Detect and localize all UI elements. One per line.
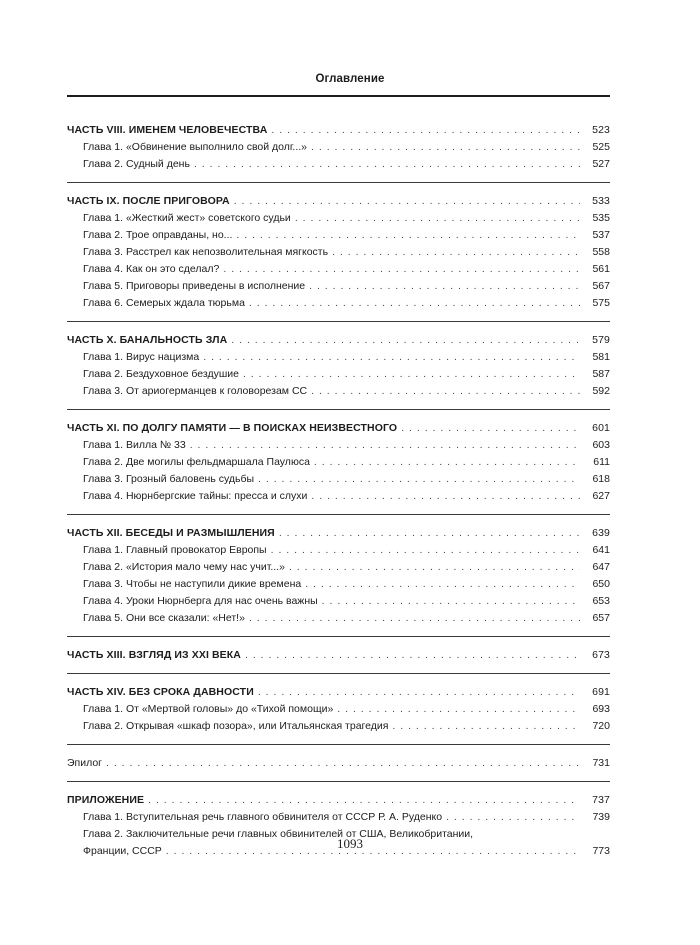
toc-chapter[interactable] [67,156,610,173]
dot-leader [236,227,580,244]
toc-section-appendix [67,792,610,869]
toc-chapter[interactable] [67,227,610,244]
toc-chapter-title: Глава 4. Уроки Нюрнберга для нас очень важны [83,595,318,607]
toc-chapter[interactable] [67,488,610,505]
dot-leader [295,210,580,227]
dot-leader [311,488,580,505]
toc-chapter[interactable] [67,559,610,576]
toc-part[interactable] [67,122,610,139]
toc-part-title: ЧАСТЬ XIII. ВЗГЛЯД ИЗ XXI ВЕКА [67,649,241,661]
toc-page-number: 603 [592,439,610,451]
dot-leader [234,193,580,210]
toc-page-number: 673 [592,649,610,661]
toc-part-title: ЧАСТЬ IX. ПОСЛЕ ПРИГОВОРА [67,195,230,207]
toc-page-number: 720 [592,720,610,732]
toc-page-number: 533 [592,195,610,207]
toc-chapter[interactable] [67,809,610,826]
toc-page-number: 647 [592,561,610,573]
dot-leader [249,610,580,627]
dot-leader [194,156,580,173]
dot-leader [106,755,580,772]
toc-epilogue[interactable] [67,755,610,772]
dot-leader [289,559,580,576]
toc-chapter[interactable] [67,295,610,312]
toc-page-number: 558 [592,246,610,258]
page-title: Оглавление [315,73,385,85]
toc-chapter-title: Глава 1. Вилла № 33 [83,439,186,451]
toc-chapter-title: Глава 3. Расстрел как непозволительная мягкость [83,246,329,258]
toc-chapter-title: Глава 5. Они все сказали: «Нет!» [83,612,245,624]
dot-leader [258,471,580,488]
toc-chapter-title: Глава 3. От ариогерманцев к головорезам СС [83,385,308,397]
toc-part[interactable] [67,647,610,664]
dot-leader [311,139,580,156]
toc-chapter[interactable] [67,210,610,227]
toc-part-title: ЧАСТЬ XIV. БЕЗ СРОКА ДАВНОСТИ [67,686,254,698]
toc-chapter-title: Глава 1. Главный провокатор Европы [83,544,267,556]
toc-chapter-title: Глава 2. Бездуховное бездушие [83,368,239,380]
toc-part-title: ЧАСТЬ X. БАНАЛЬНОСТЬ ЗЛА [67,334,228,346]
dot-leader [245,647,580,664]
toc-page-number: 731 [592,757,610,769]
toc-page-number: 567 [592,280,610,292]
toc-page-number: 523 [592,124,610,136]
toc-section-part-9 [67,193,610,322]
toc-page-number: 527 [592,158,610,170]
toc-chapter-title-line-2: Франции, СССР [83,845,162,857]
toc-chapter-title: Глава 2. «История мало чему нас учит...» [83,561,285,573]
toc-page-number: 581 [592,351,610,363]
toc-chapter[interactable] [67,261,610,278]
table-of-contents [67,122,610,879]
toc-page-number: 691 [592,686,610,698]
toc-chapter[interactable] [67,576,610,593]
toc-section-part-14 [67,684,610,745]
toc-section-part-13 [67,647,610,674]
toc-page-number: 601 [592,422,610,434]
toc-section-part-12 [67,525,610,637]
toc-chapter-title: Глава 6. Семерых ждала тюрьма [83,297,245,309]
toc-page-number: 561 [592,263,610,275]
toc-chapter-title: Глава 2. Открывая «шкаф позора», или Итальянская трагедия [83,720,389,732]
toc-part[interactable] [67,332,610,349]
dot-leader [337,701,580,718]
toc-chapter[interactable] [67,383,610,400]
dot-leader [332,244,580,261]
toc-chapter-title: Глава 1. «Обвинение выполнило свой долг...» [83,141,308,153]
toc-chapter[interactable] [67,471,610,488]
toc-chapter[interactable] [67,454,610,471]
dot-leader [279,525,580,542]
dot-leader [392,718,580,735]
toc-chapter[interactable] [67,718,610,735]
toc-chapter-title: Глава 2. Две могилы фельдмаршала Паулюса [83,456,310,468]
dot-leader [314,454,580,471]
dot-leader [271,542,580,559]
toc-chapter[interactable] [67,610,610,627]
toc-page-number: 653 [592,595,610,607]
toc-chapter[interactable] [67,593,610,610]
toc-chapter-title: Глава 2. Судный день [83,158,190,170]
toc-page-number: 537 [592,229,610,241]
toc-chapter-title: Глава 3. Грозный баловень судьбы [83,473,255,485]
title-rule [67,95,610,97]
toc-section-epilogue [67,755,610,782]
toc-page-number: 592 [592,385,610,397]
toc-chapter-title: Глава 1. «Жесткий жест» советского судьи [83,212,291,224]
toc-page-number: 773 [592,845,610,857]
toc-page-number: 650 [592,578,610,590]
toc-appendix[interactable] [67,792,610,809]
toc-epilogue-title: Эпилог [67,757,103,769]
toc-chapter-title-line-1[interactable]: Глава 2. Заключительные речи главных обвинителей от США, Великобритании, [83,828,474,840]
dot-leader [249,295,580,312]
dot-leader [231,332,580,349]
toc-chapter[interactable] [67,542,610,559]
page-number: 1093 [337,836,363,851]
toc-page-number: 618 [592,473,610,485]
toc-page-number: 693 [592,703,610,715]
toc-part-title: ЧАСТЬ VIII. ИМЕНЕМ ЧЕЛОВЕЧЕСТВА [67,124,268,136]
toc-page-number: 737 [592,794,610,806]
toc-chapter-title: Глава 4. Как он это сделал? [83,263,220,275]
toc-part[interactable] [67,525,610,542]
toc-chapter-title: Глава 1. Вступительная речь главного обвинителя от СССР Р. А. Руденко [83,811,443,823]
toc-chapter-title: Глава 5. Приговоры приведены в исполнение [83,280,306,292]
toc-chapter[interactable] [67,139,610,156]
dot-leader [148,792,580,809]
toc-part-title: ЧАСТЬ XI. ПО ДОЛГУ ПАМЯТИ — В ПОИСКАХ НЕИЗВЕСТНОГО [67,422,398,434]
toc-page-number: 739 [592,811,610,823]
toc-appendix-title: ПРИЛОЖЕНИЕ [67,794,145,806]
toc-chapter-title: Глава 2. Трое оправданы, но... [83,229,233,241]
toc-section-part-11 [67,420,610,515]
toc-page-number: 525 [592,141,610,153]
toc-page-number: 641 [592,544,610,556]
toc-page-number: 535 [592,212,610,224]
toc-chapter[interactable] [67,701,610,718]
dot-leader [271,122,580,139]
toc-chapter[interactable] [67,366,610,383]
toc-chapter[interactable] [67,437,610,454]
toc-chapter-title: Глава 1. Вирус нацизма [83,351,200,363]
toc-chapter[interactable] [67,349,610,366]
dot-leader [190,437,580,454]
dot-leader [305,576,580,593]
dot-leader [243,366,580,383]
dot-leader [446,809,580,826]
dot-leader [203,349,580,366]
dot-leader [401,420,580,437]
toc-page-number: 657 [592,612,610,624]
toc-chapter[interactable] [67,278,610,295]
toc-page-number: 579 [592,334,610,346]
dot-leader [223,261,580,278]
toc-chapter[interactable] [67,244,610,261]
toc-part-title: ЧАСТЬ XII. БЕСЕДЫ И РАЗМЫШЛЕНИЯ [67,527,275,539]
dot-leader [322,593,580,610]
toc-part[interactable] [67,193,610,210]
toc-page-number: 587 [592,368,610,380]
dot-leader [309,278,580,295]
toc-chapter-title: Глава 3. Чтобы не наступили дикие времена [83,578,302,590]
toc-section-part-8 [67,122,610,183]
toc-part[interactable] [67,684,610,701]
toc-chapter-title: Глава 4. Нюрнбергские тайны: пресса и слухи [83,490,308,502]
toc-page-number: 639 [592,527,610,539]
toc-page-number: 575 [592,297,610,309]
toc-page-number: 627 [592,490,610,502]
toc-part[interactable] [67,420,610,437]
toc-section-part-10 [67,332,610,410]
toc-chapter-title: Глава 1. От «Мертвой головы» до «Тихой помощи» [83,703,334,715]
toc-page-number: 611 [593,456,610,468]
dot-leader [258,684,580,701]
dot-leader [311,383,580,400]
